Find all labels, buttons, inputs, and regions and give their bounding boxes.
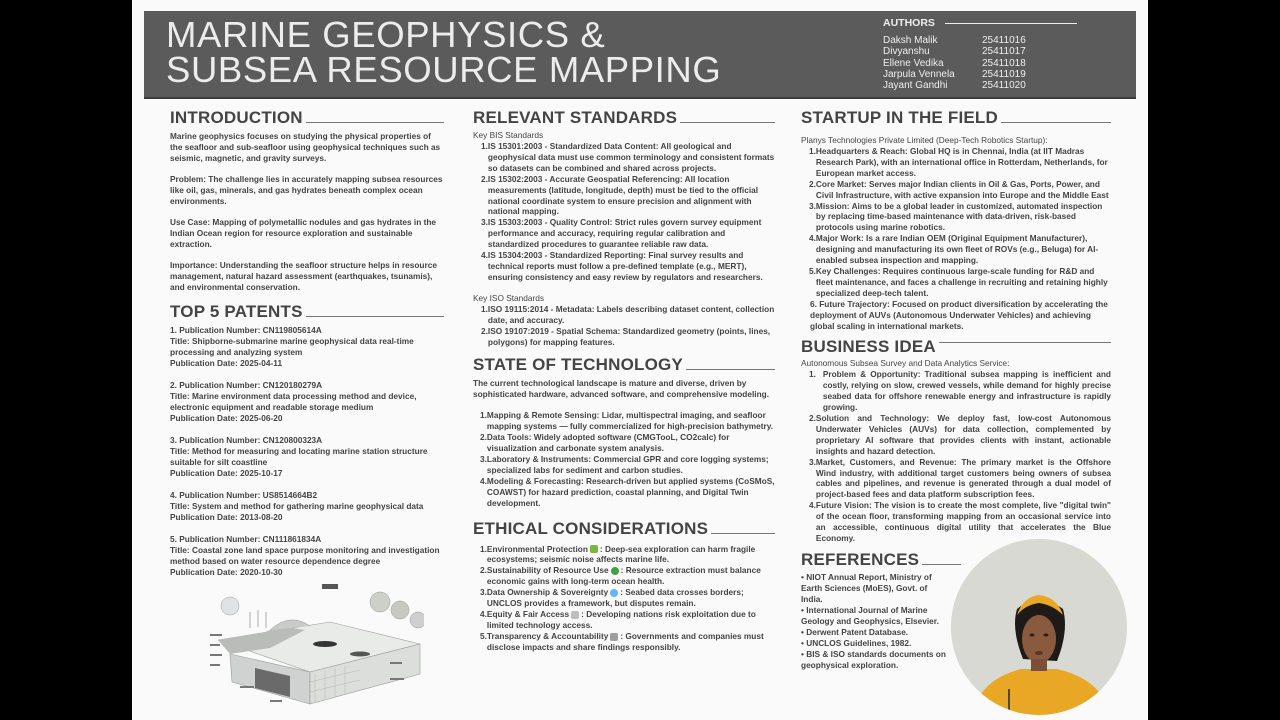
list-item: 2. Solution and Technology: We deploy fast, low-cost Autonomous Underwater Vehicles (AUVs) for data collection, complemented by proprietary AI software that provides clients with instant, actionable insights and hazard detection. bbox=[809, 413, 1111, 456]
list-item: 5. Transparency & Accountability : Governments and companies must disclose impacts and share findings responsibly. bbox=[480, 630, 764, 652]
author-id: 25411018 bbox=[982, 57, 1026, 69]
patent-number: 4. Publication Number: US8514664B2 bbox=[170, 490, 318, 500]
list-item: 3. Laboratory & Instruments: Commercial GPR and core logging systems; specialized labs for sediment and carbon studies. bbox=[480, 454, 769, 475]
author-name: Daksh Malik bbox=[883, 35, 938, 46]
references-section-heading: REFERENCES bbox=[801, 550, 961, 570]
reference-item: • NIOT Annual Report, Ministry of Earth Sciences (MoES), Govt. of India. bbox=[801, 571, 932, 604]
patent-number: 2. Publication Number: CN120180279A bbox=[170, 380, 323, 390]
author-row bbox=[883, 80, 1083, 91]
list-item: 2. ISO 19107:2019 - Spatial Schema: Standardized geometry (points, lines, polygons) for mapping features. bbox=[481, 325, 771, 347]
list-item: 4. Future Vision: The vision is to create the most complete, live "digital twin" of the ocean floor, transforming mapping from an occasional service into an accessible, continuous digital utility that accelerates the Blue Economy. bbox=[809, 500, 1111, 543]
authors-heading: AUTHORS bbox=[883, 17, 935, 29]
author-row bbox=[883, 35, 1083, 46]
list-item: 3. IS 15303:2003 - Quality Control: Strict rules govern survey equipment performance and accuracy, requiring regular calibration and standardized procedures to guarantee reliable raw data. bbox=[481, 217, 762, 250]
patent-item bbox=[170, 534, 444, 578]
list-item: 4. Equity & Fair Access : Developing nations risk exploitation due to limited technology access. bbox=[480, 609, 756, 630]
reference-item: • International Journal of Marine Geology and Geophysics, Elsevier. bbox=[801, 604, 939, 626]
coastal-seafloor-diagram bbox=[210, 582, 424, 708]
patent-date: Publication Date: 2020-10-30 bbox=[170, 567, 283, 577]
poster-header bbox=[144, 11, 1136, 99]
presenter-webcam bbox=[951, 539, 1127, 715]
introduction-section-heading: INTRODUCTION bbox=[170, 108, 444, 128]
left-column bbox=[170, 108, 444, 589]
list-item: 1. Environmental Protection : Deep-sea exploration can harm fragile ecosystems; seismic noise affects marine life. bbox=[480, 543, 756, 565]
author-name: Divyanshu bbox=[883, 46, 930, 58]
patent-item bbox=[170, 380, 444, 424]
divider bbox=[306, 122, 444, 123]
author-id: 25411016 bbox=[982, 35, 1026, 46]
list-item: 4. Major Work: Is a rare Indian OEM (Original Equipment Manufacturer), designing and manufacturing its own fleet of ROVs (e.g., Beluga) for AI-enabled subsea inspection and mapping. bbox=[809, 233, 1099, 266]
patent-title: Title: Method for measuring and locating marine station structure suitable for silt coastline bbox=[170, 446, 428, 467]
use-case-paragraph: Use Case: Mapping of polymetallic nodules and gas hydrates in the Indian Ocean region for resource exploration and sustainable extraction. bbox=[170, 217, 437, 249]
patent-list bbox=[170, 325, 444, 578]
list-item: 3. Market, Customers, and Revenue: The primary market is the Offshore Wind industry, with additional target customers being owners of subsea cables and pipelines, and revenue is generated through a dual model of project-based fees and data platform subscription fees. bbox=[809, 456, 1111, 500]
middle-column bbox=[473, 108, 775, 653]
standards-section-heading: RELEVANT STANDARDS bbox=[473, 108, 775, 128]
patent-title: Title: Shipborne-submarine marine geophysical data real-time processing and analyzing system bbox=[170, 336, 414, 357]
author-name: Jarpula Vennela bbox=[883, 68, 955, 80]
author-row bbox=[883, 58, 1083, 69]
startup-list bbox=[801, 146, 1111, 299]
seedling-icon bbox=[590, 545, 598, 553]
list-item: 1. ISO 19115:2014 - Metadata: Labels describing dataset content, collection date, and accuracy. bbox=[481, 303, 775, 325]
divider bbox=[1001, 122, 1111, 123]
author-row bbox=[883, 69, 1083, 80]
patent-title: Title: System and method for gathering marine geophysical data bbox=[170, 501, 424, 511]
problem-paragraph: Problem: The challenge lies in accurately mapping subsea resources like oil, gas, minerals, and gas hydrates beneath complex ocean environments. bbox=[170, 174, 443, 206]
author-name: Jayant Gandhi bbox=[883, 80, 948, 92]
patent-date: Publication Date: 2013-08-20 bbox=[170, 512, 283, 522]
patent-date: Publication Date: 2025-10-17 bbox=[170, 468, 283, 478]
technology-intro: The current technological landscape is mature and diverse, driven by sophisticated hardware, advanced software, and comprehensive modeling. bbox=[473, 378, 770, 400]
author-name: Ellene Vedika bbox=[883, 57, 944, 69]
list-item: 3. Mission: Aims to be a global leader in customized, automated inspection by replacing time-based maintenance with data-driven, risk-based protocols using marine robotics. bbox=[809, 200, 1103, 233]
patent-date: Publication Date: 2025-04-11 bbox=[170, 358, 283, 368]
list-item: 4. IS 15304:2003 - Standardized Reporting: Final survey results and technical reports must follow a pre-defined template (e.g., MERT), ensuring consistency and easy review by regulators and researchers. bbox=[481, 250, 763, 282]
bis-standards-label: Key BIS Standards bbox=[473, 130, 544, 140]
list-item: 4. Modeling & Forecasting: Research-driven but applied systems (CoSMoS, COAWST) for hazard prediction, coastal planning, and Digital Twin development. bbox=[480, 475, 775, 508]
importance-paragraph: Importance: Understanding the seafloor structure helps in resource management, natural hazard assessment (earthquakes, tsunamis), and environmental conservation. bbox=[170, 260, 437, 292]
list-item: 2. IS 15302:2003 - Accurate Geospatial Referencing: All location measurements (latitude, longitude, depth) must be tied to the official national coordinate system to ensure precision and alignment with national mapping. bbox=[481, 173, 759, 217]
list-item: 1. Mapping & Remote Sensing: Lidar, multispectral imaging, and seafloor mapping systems — fully commercialized for high-precision bathymetry. bbox=[480, 410, 774, 432]
patent-number: 1. Publication Number: CN119805614A bbox=[170, 325, 322, 335]
flag-icon bbox=[610, 633, 618, 641]
business-section-heading: BUSINESS IDEA bbox=[801, 337, 1111, 357]
patent-number: 3. Publication Number: CN120800323A bbox=[170, 435, 323, 445]
startup-company-name: Planys Technologies Private Limited (Deep-Tech Robotics Startup): bbox=[801, 135, 1048, 145]
technology-list bbox=[473, 410, 775, 508]
patent-item bbox=[170, 435, 444, 479]
patents-section-heading: TOP 5 PATENTS bbox=[170, 302, 444, 322]
references-list bbox=[801, 572, 951, 671]
startup-item-6: 6. Future Trajectory: Focused on product diversification by accelerating the deployment of AUVs (Autonomous Underwater Vehicles) and achieving global scaling in international markets. bbox=[810, 298, 1108, 331]
list-item: 2. Core Market: Serves major Indian clients in Oil & Gas, Ports, Power, and Civil Infrastructure, with active expansion into Europe and the Middle East bbox=[809, 178, 1109, 200]
patent-number: 5. Publication Number: CN111861834A bbox=[170, 534, 322, 544]
iso-standards-list bbox=[473, 304, 775, 348]
divider bbox=[680, 122, 775, 123]
business-subtitle: Autonomous Subsea Survey and Data Analytics Service: bbox=[801, 358, 1010, 369]
list-item: 2. Data Tools: Widely adopted software (CMGTooL, CO2calc) for visualization and carbonate system analysis. bbox=[480, 432, 730, 454]
bis-standards-list bbox=[473, 141, 775, 283]
patent-title: Title: Coastal zone land space purpose monitoring and investigation method based on water resource dependence degree bbox=[170, 545, 440, 566]
recycle-icon bbox=[611, 567, 619, 575]
poster-slide bbox=[132, 0, 1148, 720]
poster-title bbox=[166, 14, 722, 90]
list-item: 1. Problem & Opportunity: Traditional subsea mapping is inefficient and costly, relying on slow, crewed vessels, while demand for highly precise seabed data for offshore renewable energy and infrastructure is rapidly growing. bbox=[809, 369, 1111, 413]
patent-date: Publication Date: 2025-06-20 bbox=[170, 413, 283, 423]
title-line-1: MARINE GEOPHYSICS & bbox=[166, 14, 606, 55]
authors-block bbox=[883, 17, 1083, 91]
intro-paragraph: Marine geophysics focuses on studying the physical properties of the seafloor and sub-seafloor using geophysical techniques such as seismic, magnetic, and gravity surveys. bbox=[170, 131, 441, 163]
list-item: 1. Headquarters & Reach: Global HQ is in Chennai, India (at IIT Madras Research Park), with an international office in Rotterdam, Netherlands, for European market access. bbox=[809, 146, 1108, 178]
divider bbox=[686, 369, 775, 370]
author-id: 25411017 bbox=[982, 46, 1026, 58]
divider bbox=[306, 316, 444, 317]
list-item: 1. IS 15301:2003 - Standardized Data Content: All geological and geophysical data must use common terminology and consistent formats so datasets can be combined and shared across projects. bbox=[481, 141, 775, 173]
reference-item: • BIS & ISO standards documents on geophysical exploration. bbox=[801, 648, 946, 670]
reference-item: • UNCLOS Guidelines, 1982. bbox=[801, 637, 912, 648]
ethics-list bbox=[473, 544, 775, 653]
divider bbox=[922, 564, 961, 565]
business-list bbox=[801, 369, 1111, 544]
globe-icon bbox=[610, 589, 618, 597]
author-id: 25411019 bbox=[982, 68, 1026, 80]
ethics-section-heading: ETHICAL CONSIDERATIONS bbox=[473, 519, 775, 539]
author-id: 25411020 bbox=[982, 80, 1026, 92]
author-row bbox=[883, 46, 1083, 57]
iso-standards-label: Key ISO Standards bbox=[473, 292, 545, 303]
scales-icon bbox=[571, 611, 579, 619]
list-item: 2. Sustainability of Resource Use : Resource extraction must balance economic gains with long-term ocean health. bbox=[480, 565, 761, 587]
introduction-body bbox=[170, 131, 444, 293]
reference-item: • Derwent Patent Database. bbox=[801, 626, 909, 637]
patent-title: Title: Marine environment data processing method and device, electronic equipment and readable storage medium bbox=[170, 391, 417, 412]
divider bbox=[945, 23, 1077, 24]
divider bbox=[939, 342, 1111, 343]
divider bbox=[711, 533, 775, 534]
presenter-avatar bbox=[951, 539, 1127, 715]
patent-item bbox=[170, 490, 444, 523]
startup-section-heading: STARTUP IN THE FIELD bbox=[801, 108, 1111, 128]
list-item: 5. Key Challenges: Requires continuous large-scale funding for R&D and fleet maintenance, and faces a challenge in recruiting and retaining highly specialized deep-tech talent. bbox=[809, 265, 1108, 298]
title-line-2: SUBSEA RESOURCE MAPPING bbox=[166, 49, 722, 90]
patent-item bbox=[170, 325, 444, 369]
list-item: 3. Data Ownership & Sovereignty : Seabed data crosses borders; UNCLOS provides a framework, but disputes remain. bbox=[480, 587, 744, 609]
technology-section-heading: STATE OF TECHNOLOGY bbox=[473, 355, 775, 375]
